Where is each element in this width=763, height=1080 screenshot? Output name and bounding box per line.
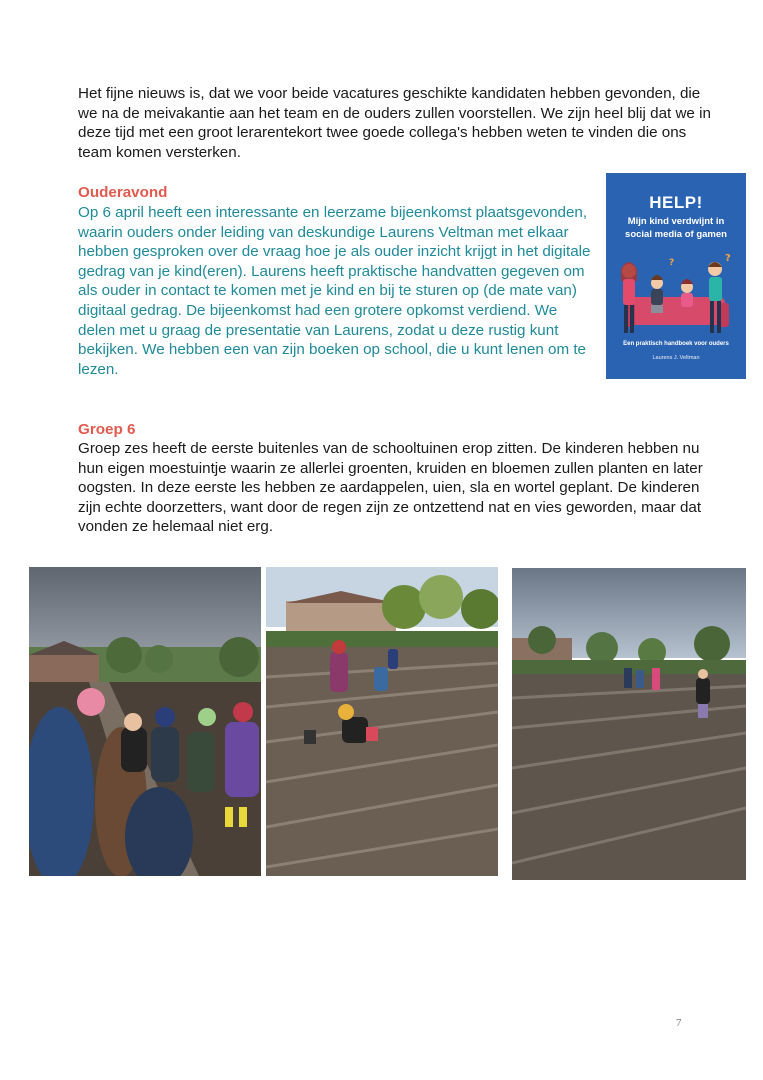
heading-ouderavond: Ouderavond [78, 184, 168, 201]
photo-garden-field [512, 568, 746, 880]
heading-groep-6: Groep 6 [78, 421, 136, 438]
intro-paragraph: Het fijne nieuws is, dat we voor beide vacatures geschikte kandidaten hebben gevonden, die we na de meivakantie aan het team en de ouders zullen voorstellen. We zijn heel blij dat we in deze tijd met een groot lerarentekort twee goede collega's hebben weten te vinden die ons team komen versterken. [78, 85, 711, 161]
svg-text:?: ? [669, 258, 675, 268]
photo-children-garden [29, 567, 261, 876]
family-illustration-icon [611, 247, 741, 339]
book-cover-image [606, 173, 746, 379]
groep-6-paragraph: Groep zes heeft de eerste buitenles van de schooltuinen erop zitten. De kinderen hebben nu hun eigen moestuintje waarin ze allerlei groenten, kruiden en bloemen zullen planten en later oogsten. In deze eerste les hebben ze aardappelen, uien, sla en wortel geplant. De kinderen zijn echte doorzetters, want door de regen zijn ze ontzettend nat en vies geworden, maar dat vonden ze helemaal niet erg. [78, 440, 703, 536]
book-tagline: Een praktisch handboek voor ouders [623, 341, 729, 347]
book-subtitle: Mijn kind verdwijnt in social media of gamen [625, 216, 727, 240]
page-number: 7 [676, 1017, 682, 1029]
svg-text:?: ? [725, 253, 731, 264]
book-author: Laurens J. Veltman [652, 355, 700, 361]
book-title: HELP! [649, 193, 703, 212]
photo-children-planting [266, 567, 498, 876]
ouderavond-paragraph: Op 6 april heeft een interessante en leerzame bijeenkomst plaatsgevonden, waarin ouders onder leiding van deskundige Laurens Veltman met elkaar hebben gesproken over de vraag hoe je als ouder inzicht krijgt in het digitale gedrag van je kind(eren). Laurens heeft praktische handvatten gegeven om als ouder in contact te komen met je kind en bij te sturen op (de mate van) digitaal gedrag. De bijeenkomst had een grotere opkomst verdiend. We delen met u graag de presentatie van Laurens, zodat u deze rustig kunt bekijken. We hebben een van zijn boeken op school, die u kunt lenen om te lezen. [78, 204, 591, 378]
